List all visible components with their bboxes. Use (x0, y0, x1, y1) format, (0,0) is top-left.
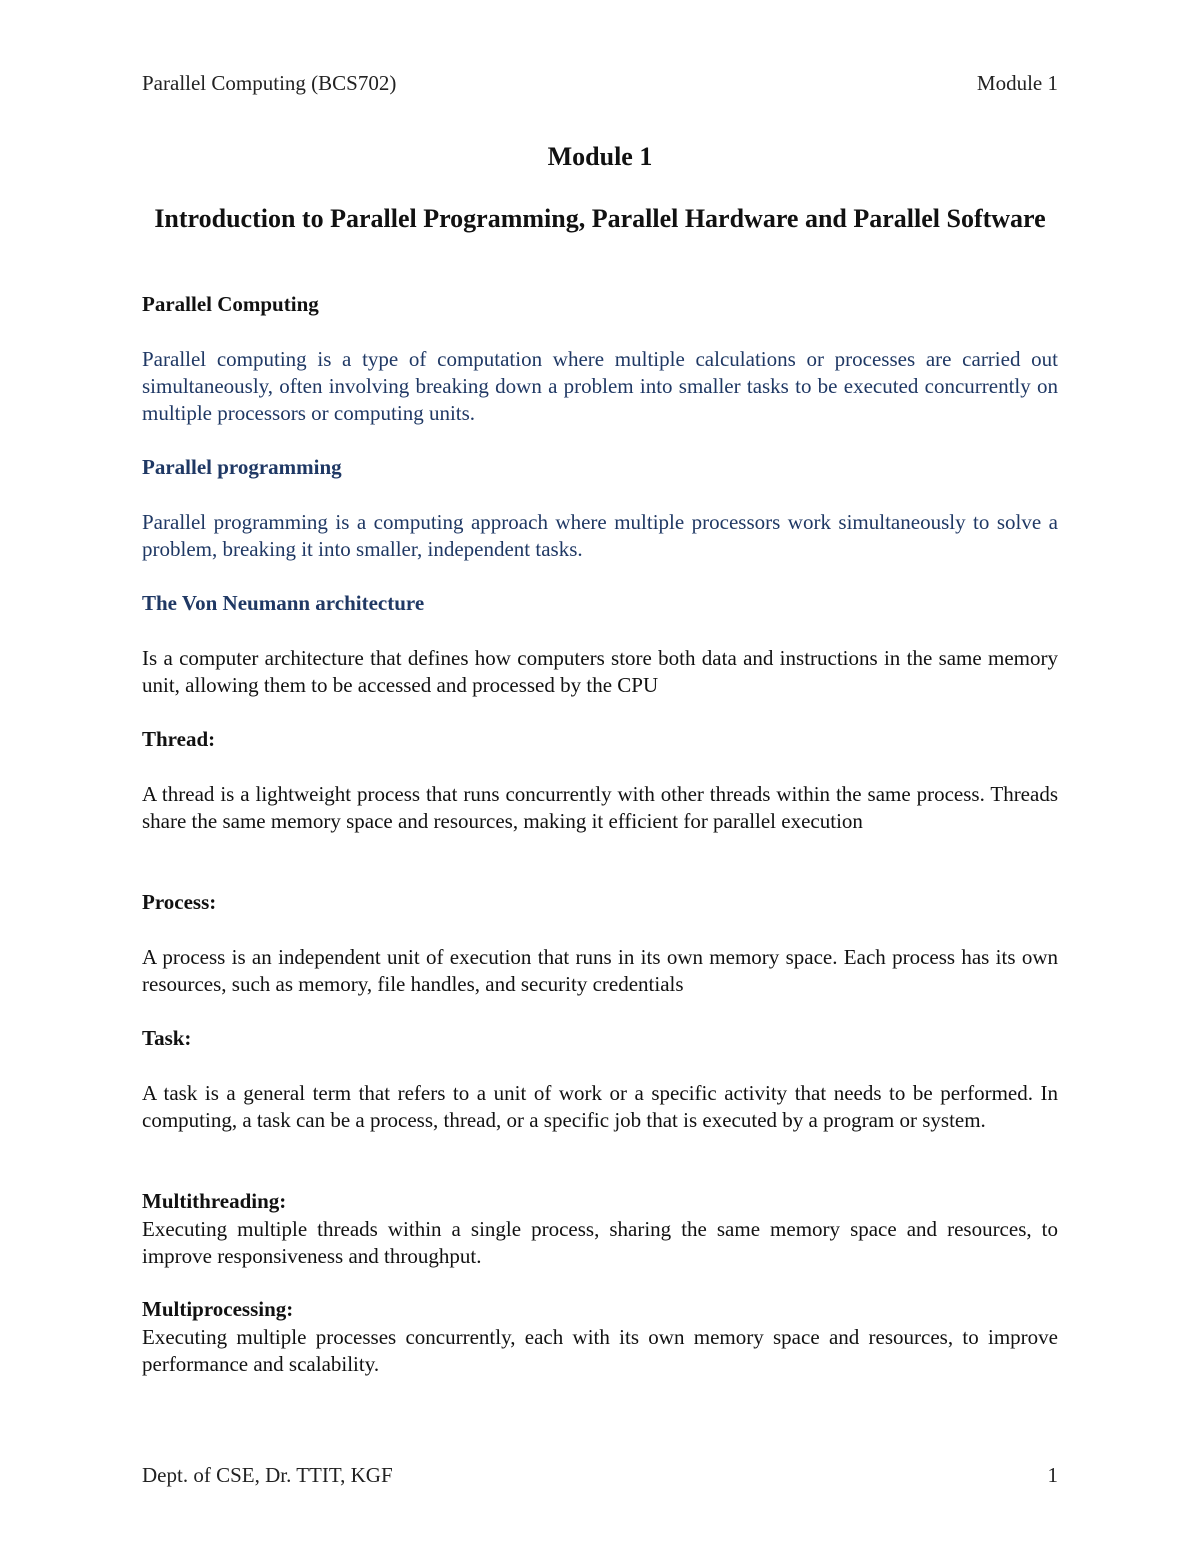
heading-multithreading: Multithreading: (142, 1189, 287, 1213)
page-footer (142, 1463, 1058, 1489)
heading-parallel-programming: Parallel programming (142, 455, 342, 479)
heading-parallel-computing: Parallel Computing (142, 292, 319, 316)
document-title: Introduction to Parallel Programming, Parallel Hardware and Parallel Software (154, 204, 1046, 233)
para-parallel-computing: Parallel computing is a type of computation where multiple calculations or processes are carried out simultaneously, often involving breaking down a problem into smaller tasks to be executed concurrently on multiple processors or computing units. (142, 347, 1058, 425)
para-von-neumann: Is a computer architecture that defines how computers store both data and instructions in the same memory unit, allowing them to be accessed and processed by the CPU (142, 646, 1058, 697)
footer-department: Dept. of CSE, Dr. TTIT, KGF (142, 1463, 393, 1487)
heading-process: Process: (142, 890, 217, 914)
page-header (142, 71, 1058, 97)
module-title: Module 1 (547, 142, 653, 171)
header-course-title: Parallel Computing (BCS702) (142, 71, 397, 95)
para-multiprocessing: Executing multiple processes concurrently, each with its own memory space and resources, to improve performance and scalability. (142, 1325, 1058, 1376)
heading-multiprocessing: Multiprocessing: (142, 1297, 294, 1321)
para-parallel-programming: Parallel programming is a computing approach where multiple processors work simultaneously to solve a problem, breaking it into smaller, independent tasks. (142, 510, 1058, 561)
heading-von-neumann: The Von Neumann architecture (142, 591, 425, 615)
para-process: A process is an independent unit of execution that runs in its own memory space. Each process has its own resources, such as memory, file handles, and security credentials (142, 945, 1058, 996)
footer-page-number: 1 (1047, 1463, 1058, 1487)
heading-thread: Thread: (142, 727, 216, 751)
heading-task: Task: (142, 1026, 192, 1050)
header-module-label: Module 1 (976, 71, 1058, 95)
para-thread: A thread is a lightweight process that runs concurrently with other threads within the same process. Threads share the same memory space and resources, making it efficient for parallel execution (142, 782, 1058, 833)
para-task: A task is a general term that refers to a unit of work or a specific activity that needs to be performed. In computing, a task can be a process, thread, or a specific job that is executed by a program or system. (142, 1081, 1058, 1132)
para-multithreading: Executing multiple threads within a single process, sharing the same memory space and resources, to improve responsiveness and throughput. (142, 1217, 1058, 1268)
